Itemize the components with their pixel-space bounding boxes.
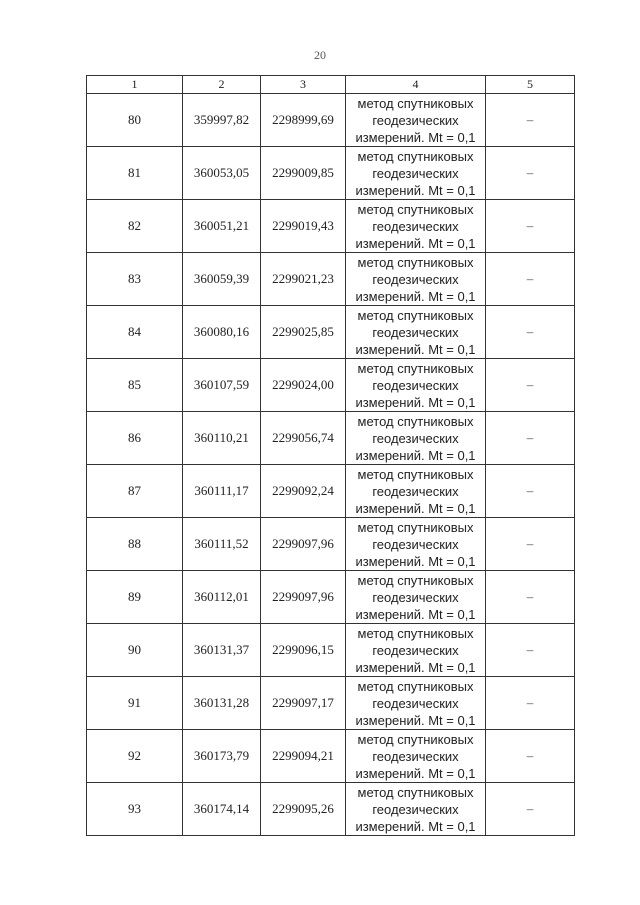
method-line: геодезических bbox=[372, 271, 459, 287]
table-row bbox=[87, 200, 575, 253]
point-number-cell: 82 bbox=[87, 200, 183, 253]
table-row bbox=[87, 624, 575, 677]
point-number-cell: 83 bbox=[87, 253, 183, 306]
column-header: 2 bbox=[183, 76, 261, 94]
y-coordinate-cell: 2299097,96 bbox=[261, 571, 346, 624]
method-line: метод спутниковых bbox=[357, 201, 474, 217]
x-coordinate-cell: 360174,14 bbox=[183, 783, 261, 836]
y-coordinate-cell: 2299095,26 bbox=[261, 783, 346, 836]
table-row bbox=[87, 571, 575, 624]
table-row bbox=[87, 677, 575, 730]
y-coordinate-cell: 2298999,69 bbox=[261, 94, 346, 147]
column-header: 3 bbox=[261, 76, 346, 94]
table-header-row bbox=[87, 76, 575, 94]
note-cell: – bbox=[486, 147, 575, 200]
point-number-cell: 91 bbox=[87, 677, 183, 730]
point-number-cell: 89 bbox=[87, 571, 183, 624]
method-line: геодезических bbox=[372, 165, 459, 181]
method-line: измерений. Mt = 0,1 bbox=[355, 712, 476, 728]
x-coordinate-cell: 360131,28 bbox=[183, 677, 261, 730]
table-row bbox=[87, 147, 575, 200]
y-coordinate-cell: 2299094,21 bbox=[261, 730, 346, 783]
method-line: измерений. Mt = 0,1 bbox=[355, 765, 476, 781]
method-line: метод спутниковых bbox=[357, 784, 474, 800]
method-cell bbox=[346, 624, 486, 677]
method-cell bbox=[346, 677, 486, 730]
table-row bbox=[87, 94, 575, 147]
method-cell bbox=[346, 200, 486, 253]
method-line: метод спутниковых bbox=[357, 95, 474, 111]
note-cell: – bbox=[486, 94, 575, 147]
column-header: 5 bbox=[486, 76, 575, 94]
coordinates-table bbox=[86, 75, 575, 836]
method-line: измерений. Mt = 0,1 bbox=[355, 659, 476, 675]
table-row bbox=[87, 783, 575, 836]
x-coordinate-cell: 360051,21 bbox=[183, 200, 261, 253]
x-coordinate-cell: 360080,16 bbox=[183, 306, 261, 359]
point-number-cell: 88 bbox=[87, 518, 183, 571]
method-line: геодезических bbox=[372, 324, 459, 340]
note-cell: – bbox=[486, 518, 575, 571]
method-line: геодезических bbox=[372, 112, 459, 128]
method-line: измерений. Mt = 0,1 bbox=[355, 129, 476, 145]
method-line: метод спутниковых bbox=[357, 466, 474, 482]
method-line: метод спутниковых bbox=[357, 731, 474, 747]
point-number-cell: 80 bbox=[87, 94, 183, 147]
point-number-cell: 90 bbox=[87, 624, 183, 677]
method-line: геодезических bbox=[372, 801, 459, 817]
point-number-cell: 93 bbox=[87, 783, 183, 836]
point-number-cell: 87 bbox=[87, 465, 183, 518]
method-line: измерений. Mt = 0,1 bbox=[355, 182, 476, 198]
method-cell bbox=[346, 147, 486, 200]
method-cell bbox=[346, 571, 486, 624]
y-coordinate-cell: 2299009,85 bbox=[261, 147, 346, 200]
table-row bbox=[87, 730, 575, 783]
method-line: измерений. Mt = 0,1 bbox=[355, 394, 476, 410]
method-line: геодезических bbox=[372, 695, 459, 711]
method-line: геодезических bbox=[372, 536, 459, 552]
table-row bbox=[87, 465, 575, 518]
method-cell bbox=[346, 412, 486, 465]
method-cell bbox=[346, 253, 486, 306]
table-row bbox=[87, 306, 575, 359]
x-coordinate-cell: 360173,79 bbox=[183, 730, 261, 783]
y-coordinate-cell: 2299096,15 bbox=[261, 624, 346, 677]
y-coordinate-cell: 2299097,17 bbox=[261, 677, 346, 730]
note-cell: – bbox=[486, 359, 575, 412]
method-line: метод спутниковых bbox=[357, 572, 474, 588]
note-cell: – bbox=[486, 412, 575, 465]
method-line: измерений. Mt = 0,1 bbox=[355, 341, 476, 357]
y-coordinate-cell: 2299092,24 bbox=[261, 465, 346, 518]
note-cell: – bbox=[486, 783, 575, 836]
y-coordinate-cell: 2299021,23 bbox=[261, 253, 346, 306]
note-cell: – bbox=[486, 730, 575, 783]
method-line: измерений. Mt = 0,1 bbox=[355, 447, 476, 463]
method-line: метод спутниковых bbox=[357, 148, 474, 164]
table-row bbox=[87, 412, 575, 465]
method-line: геодезических bbox=[372, 430, 459, 446]
table-row bbox=[87, 518, 575, 571]
note-cell: – bbox=[486, 306, 575, 359]
method-line: геодезических bbox=[372, 377, 459, 393]
column-header: 4 bbox=[346, 76, 486, 94]
point-number-cell: 81 bbox=[87, 147, 183, 200]
note-cell: – bbox=[486, 465, 575, 518]
method-line: измерений. Mt = 0,1 bbox=[355, 553, 476, 569]
method-cell bbox=[346, 465, 486, 518]
method-line: метод спутниковых bbox=[357, 678, 474, 694]
method-cell bbox=[346, 518, 486, 571]
x-coordinate-cell: 360111,17 bbox=[183, 465, 261, 518]
point-number-cell: 92 bbox=[87, 730, 183, 783]
y-coordinate-cell: 2299025,85 bbox=[261, 306, 346, 359]
y-coordinate-cell: 2299019,43 bbox=[261, 200, 346, 253]
method-line: измерений. Mt = 0,1 bbox=[355, 500, 476, 516]
x-coordinate-cell: 360053,05 bbox=[183, 147, 261, 200]
method-line: геодезических bbox=[372, 642, 459, 658]
method-line: геодезических bbox=[372, 748, 459, 764]
method-cell bbox=[346, 359, 486, 412]
x-coordinate-cell: 360111,52 bbox=[183, 518, 261, 571]
method-line: метод спутниковых bbox=[357, 625, 474, 641]
method-line: метод спутниковых bbox=[357, 254, 474, 270]
note-cell: – bbox=[486, 200, 575, 253]
table-row bbox=[87, 359, 575, 412]
x-coordinate-cell: 360059,39 bbox=[183, 253, 261, 306]
point-number-cell: 86 bbox=[87, 412, 183, 465]
y-coordinate-cell: 2299097,96 bbox=[261, 518, 346, 571]
method-line: геодезических bbox=[372, 483, 459, 499]
method-line: метод спутниковых bbox=[357, 413, 474, 429]
point-number-cell: 85 bbox=[87, 359, 183, 412]
method-line: метод спутниковых bbox=[357, 519, 474, 535]
note-cell: – bbox=[486, 677, 575, 730]
method-cell bbox=[346, 306, 486, 359]
x-coordinate-cell: 359997,82 bbox=[183, 94, 261, 147]
method-line: измерений. Mt = 0,1 bbox=[355, 606, 476, 622]
note-cell: – bbox=[486, 624, 575, 677]
table-row bbox=[87, 253, 575, 306]
note-cell: – bbox=[486, 571, 575, 624]
x-coordinate-cell: 360131,37 bbox=[183, 624, 261, 677]
method-cell bbox=[346, 783, 486, 836]
page-number: 20 bbox=[314, 48, 326, 62]
y-coordinate-cell: 2299056,74 bbox=[261, 412, 346, 465]
method-line: геодезических bbox=[372, 589, 459, 605]
x-coordinate-cell: 360110,21 bbox=[183, 412, 261, 465]
column-header: 1 bbox=[87, 76, 183, 94]
method-cell bbox=[346, 730, 486, 783]
y-coordinate-cell: 2299024,00 bbox=[261, 359, 346, 412]
method-line: геодезических bbox=[372, 218, 459, 234]
note-cell: – bbox=[486, 253, 575, 306]
method-line: измерений. Mt = 0,1 bbox=[355, 818, 476, 834]
method-cell bbox=[346, 94, 486, 147]
method-line: измерений. Mt = 0,1 bbox=[355, 288, 476, 304]
x-coordinate-cell: 360112,01 bbox=[183, 571, 261, 624]
method-line: метод спутниковых bbox=[357, 307, 474, 323]
method-line: метод спутниковых bbox=[357, 360, 474, 376]
x-coordinate-cell: 360107,59 bbox=[183, 359, 261, 412]
method-line: измерений. Mt = 0,1 bbox=[355, 235, 476, 251]
point-number-cell: 84 bbox=[87, 306, 183, 359]
